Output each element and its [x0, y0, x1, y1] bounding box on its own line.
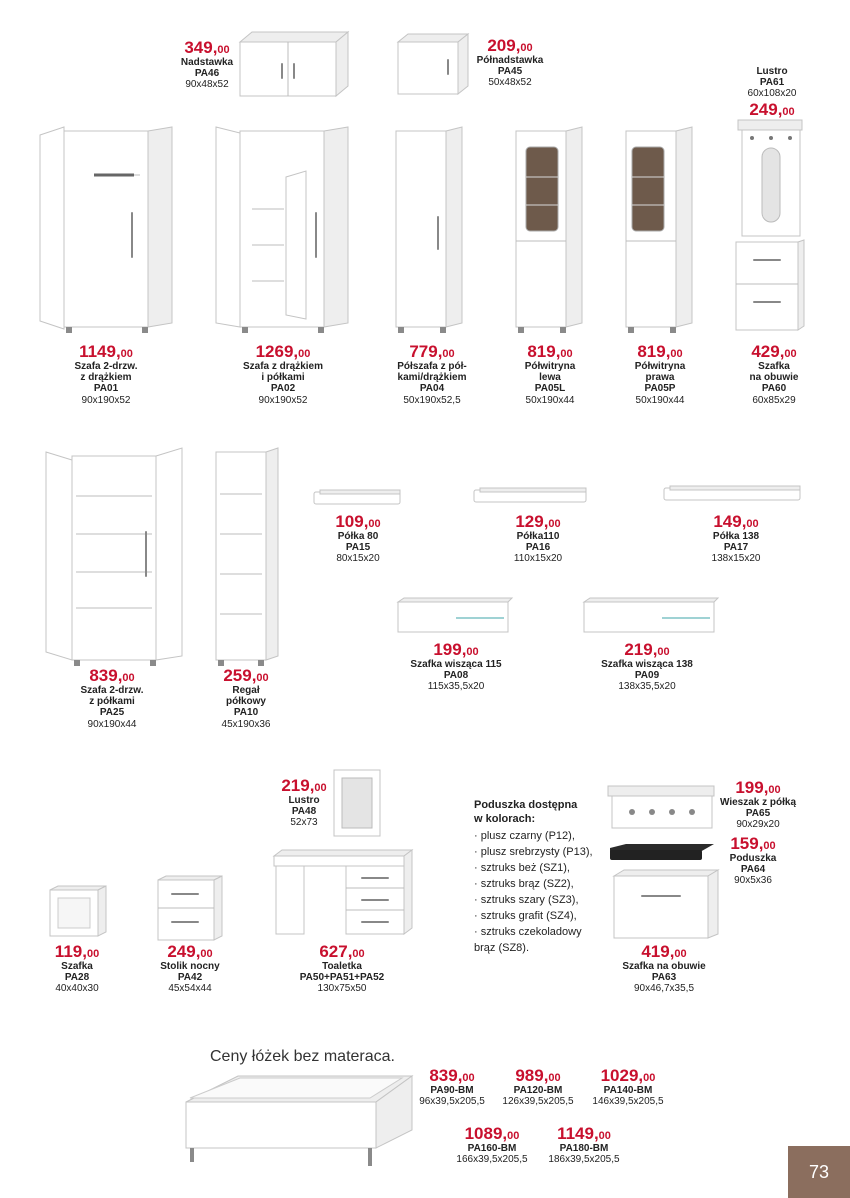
product-pa01: 1149,00 Szafa 2-drzw. z drążkiem PA01 90x190x52: [56, 342, 156, 406]
price: 989,: [515, 1066, 549, 1085]
product-pa45: 209,00 Półnadstawka PA45 50x48x52: [468, 36, 552, 89]
price: 839,: [89, 666, 123, 685]
color-item: · plusz czarny (P12),: [474, 828, 593, 844]
color-item: · sztruks czekoladowy brąz (SZ8).: [474, 924, 593, 956]
price: 839,: [429, 1066, 463, 1085]
product-dims: 146x39,5x205,5: [592, 1096, 664, 1108]
product-name: Toaletka: [322, 961, 362, 973]
product-pa05p: 819,00 Półwitryna prawa PA05P 50x190x44: [618, 342, 702, 406]
price: 109,: [335, 512, 369, 531]
price: 429,: [751, 342, 785, 361]
product-name: Poduszka: [729, 853, 777, 865]
product-name: Szafa 2-drzw. z półkami: [80, 685, 144, 708]
product-image-pa05p: [622, 125, 696, 335]
product-dims: 90x190x44: [87, 718, 137, 730]
product-image-pa25: [42, 446, 186, 666]
product-dims: 50x190x52,5: [403, 394, 461, 406]
product-image-pa28: [48, 884, 108, 940]
product-code: PA16: [525, 542, 551, 554]
price: 219,: [624, 640, 658, 659]
product-dims: 130x75x50: [317, 983, 367, 995]
price: 627,: [319, 942, 353, 961]
product-name: Lustro: [288, 795, 320, 807]
product-image-pa64: [606, 842, 718, 864]
price: 1029,: [600, 1066, 644, 1085]
product-dims: 45x190x36: [221, 718, 271, 730]
product-name: Szafka wisząca 115: [410, 659, 502, 671]
product-dims: 166x39,5x205,5: [456, 1154, 528, 1166]
product-dims: 90x190x52: [81, 394, 131, 406]
product-dims: 50x190x44: [635, 394, 685, 406]
product-name: Półka110: [516, 531, 560, 543]
product-code: PA48: [291, 806, 317, 818]
product-dims: 138x35,5x20: [618, 681, 676, 693]
product-pa42: 249,00 Stolik nocny PA42 45x54x44: [148, 942, 232, 995]
product-code: PA50+PA51+PA52: [299, 972, 385, 984]
product-dims: 60x108x20: [747, 88, 797, 100]
product-name: Półka 138: [712, 531, 760, 543]
product-dims: 50x48x52: [488, 77, 532, 89]
product-code: PA25: [99, 707, 125, 719]
cushion-colors-heading: Poduszka dostępna w kolorach:: [474, 799, 578, 825]
product-pa50: 627,00 Toaletka PA50+PA51+PA52 130x75x50: [286, 942, 398, 995]
product-code: PA90-BM: [430, 1085, 474, 1097]
price: 119,: [54, 942, 87, 961]
product-code: PA140-BM: [603, 1085, 653, 1097]
product-code: PA02: [270, 383, 296, 395]
product-code: PA180-BM: [559, 1143, 609, 1155]
product-image-pa46: [232, 30, 352, 98]
product-name: Półwitryna lewa: [524, 361, 576, 384]
product-image-pa61: [736, 118, 804, 238]
page-number: 73: [788, 1146, 850, 1198]
price: 1269,: [255, 342, 299, 361]
product-code: PA08: [443, 670, 469, 682]
product-dims: 110x15x20: [513, 553, 563, 565]
product-pa120: 989,00 PA120-BM 126x39,5x205,5: [496, 1066, 580, 1107]
product-pa63: 419,00 Szafka na obuwie PA63 90x46,7x35,5: [614, 942, 714, 995]
price: 219,: [281, 776, 315, 795]
price: 1149,: [557, 1124, 599, 1143]
product-name: Półszafa z pół- kami/drążkiem: [397, 361, 467, 384]
product-dims: 50x190x44: [525, 394, 575, 406]
product-pa28: 119,00 Szafka PA28 40x40x30: [42, 942, 112, 995]
product-code: PA01: [93, 383, 119, 395]
product-pa15: 109,00 Półka 80 PA15 80x15x20: [322, 512, 394, 565]
price: 819,: [637, 342, 671, 361]
product-code: PA61: [759, 77, 785, 89]
product-pa17: 149,00 Półka 138 PA17 138x15x20: [696, 512, 776, 565]
product-image-pa60: [734, 240, 806, 334]
product-code: PA45: [497, 66, 523, 78]
product-image-pa05l: [512, 125, 586, 335]
price: 779,: [409, 342, 443, 361]
product-image-bed: [180, 1068, 416, 1172]
product-image-pa02: [212, 125, 352, 335]
product-code: PA15: [345, 542, 371, 554]
price: 249,: [749, 99, 783, 119]
product-code: PA60: [761, 383, 787, 395]
product-name: Półka 80: [337, 531, 379, 543]
product-dims: 90x29x20: [736, 819, 780, 831]
color-item: · sztruks beż (SZ1),: [474, 860, 593, 876]
product-code: PA120-BM: [513, 1085, 563, 1097]
product-image-pa17: [662, 484, 804, 504]
product-pa160: 1089,00 PA160-BM 166x39,5x205,5: [450, 1124, 534, 1165]
product-pa65: 199,00 Wieszak z półką PA65 90x29x20: [712, 778, 804, 831]
product-code: PA09: [634, 670, 660, 682]
price: 129,: [515, 512, 549, 531]
product-code: PA42: [177, 972, 203, 984]
product-code: PA160-BM: [467, 1143, 517, 1155]
product-dims: 90x190x52: [258, 394, 308, 406]
product-pa02: 1269,00 Szafa z drążkiem i półkami PA02 90x190x52: [228, 342, 338, 406]
product-name: Szafa z drążkiem i półkami: [242, 361, 324, 384]
product-code: PA04: [419, 383, 445, 395]
product-code: PA46: [194, 68, 220, 80]
product-dims: 52x73: [290, 817, 318, 829]
product-image-pa15: [312, 488, 404, 508]
product-dims: 40x40x30: [55, 983, 99, 995]
product-pa05l: 819,00 Półwitryna lewa PA05L 50x190x44: [508, 342, 592, 406]
product-image-pa04: [392, 125, 466, 335]
product-dims: 80x15x20: [336, 553, 380, 565]
price: 259,: [223, 666, 257, 685]
price: 199,: [433, 640, 467, 659]
product-code: PA63: [651, 972, 677, 984]
product-code: PA64: [740, 864, 766, 876]
product-name: Regał półkowy: [225, 685, 266, 708]
product-image-pa50: [270, 848, 416, 938]
product-pa25: 839,00 Szafa 2-drzw. z półkami PA25 90x190x44: [62, 666, 162, 730]
product-dims: 138x15x20: [711, 553, 761, 565]
product-dims: 90x46,7x35,5: [633, 983, 695, 995]
bed-note: Ceny łóżek bez materaca.: [210, 1048, 395, 1065]
product-dims: 186x39,5x205,5: [548, 1154, 620, 1166]
price: 419,: [641, 942, 675, 961]
product-pa08: 199,00 Szafka wisząca 115 PA08 115x35,5x20: [398, 640, 514, 693]
product-code: PA05P: [644, 383, 676, 395]
price: 819,: [527, 342, 561, 361]
product-code: PA28: [64, 972, 90, 984]
product-image-pa42: [156, 874, 226, 944]
product-pa16: 129,00 Półka110 PA16 110x15x20: [500, 512, 576, 565]
product-name: Lustro: [756, 66, 788, 77]
color-item: · plusz srebrzysty (P13),: [474, 844, 593, 860]
product-pa46: 349,00 Nadstawka PA46 90x48x52: [168, 38, 246, 91]
cushion-colors-list: [474, 828, 593, 956]
product-image-pa63: [610, 868, 720, 942]
product-name: Szafka na obuwie: [749, 361, 799, 384]
product-name: Nadstawka: [180, 57, 234, 69]
product-pa04: 779,00 Półszafa z pół- kami/drążkiem PA04 50x190x52,5: [384, 342, 480, 406]
product-pa180: 1149,00 PA180-BM 186x39,5x205,5: [542, 1124, 626, 1165]
cushion-colors: [474, 798, 593, 956]
product-pa60: 429,00 Szafka na obuwie PA60 60x85x29: [732, 342, 816, 406]
product-image-pa01: [36, 125, 176, 335]
product-image-pa10: [212, 446, 282, 666]
product-pa61: Lustro PA61 60x108x20 249,00: [732, 66, 812, 119]
product-name: Półnadstawka: [476, 55, 544, 67]
product-dims: 90x48x52: [185, 79, 229, 91]
product-name: Szafa 2-drzw. z drążkiem: [74, 361, 138, 384]
product-pa64: 159,00 Poduszka PA64 90x5x36: [718, 834, 788, 887]
price: 159,: [730, 834, 764, 853]
product-pa09: 219,00 Szafka wisząca 138 PA09 138x35,5x20: [588, 640, 706, 693]
price: 1089,: [464, 1124, 508, 1143]
product-name: Stolik nocny: [160, 961, 220, 973]
price: 1149,: [79, 342, 121, 361]
product-pa90: 839,00 PA90-BM 96x39,5x205,5: [412, 1066, 492, 1107]
product-image-pa48: [332, 768, 384, 840]
price: 349,: [184, 38, 218, 57]
price: 249,: [167, 942, 201, 961]
product-code: PA17: [723, 542, 749, 554]
product-code: PA65: [745, 808, 771, 820]
product-code: PA05L: [534, 383, 566, 395]
price: 199,: [735, 778, 769, 797]
product-dims: 115x35,5x20: [427, 681, 485, 693]
price: 149,: [713, 512, 747, 531]
product-dims: 60x85x29: [752, 394, 796, 406]
color-item: · sztruks grafit (SZ4),: [474, 908, 593, 924]
product-name: Szafka na obuwie: [622, 961, 706, 973]
product-name: Wieszak z półką: [719, 797, 797, 809]
product-image-pa65: [606, 784, 718, 832]
product-name: Półwitryna prawa: [634, 361, 686, 384]
product-pa140: 1029,00 PA140-BM 146x39,5x205,5: [586, 1066, 670, 1107]
product-pa48: 219,00 Lustro PA48 52x73: [272, 776, 336, 829]
color-item: · sztruks szary (SZ3),: [474, 892, 593, 908]
product-image-pa08: [396, 596, 514, 636]
product-code: PA10: [233, 707, 259, 719]
product-dims: 126x39,5x205,5: [502, 1096, 574, 1108]
price: 209,: [487, 36, 521, 55]
product-pa10: 259,00 Regał półkowy PA10 45x190x36: [206, 666, 286, 730]
product-dims: 45x54x44: [168, 983, 212, 995]
product-dims: 96x39,5x205,5: [419, 1096, 485, 1108]
color-item: · sztruks brąz (SZ2),: [474, 876, 593, 892]
product-image-pa45: [392, 32, 470, 96]
product-image-pa09: [582, 596, 720, 636]
product-name: Szafka: [61, 961, 93, 973]
product-name: Szafka wisząca 138: [601, 659, 693, 671]
product-dims: 90x5x36: [734, 875, 772, 887]
product-image-pa16: [472, 486, 590, 506]
